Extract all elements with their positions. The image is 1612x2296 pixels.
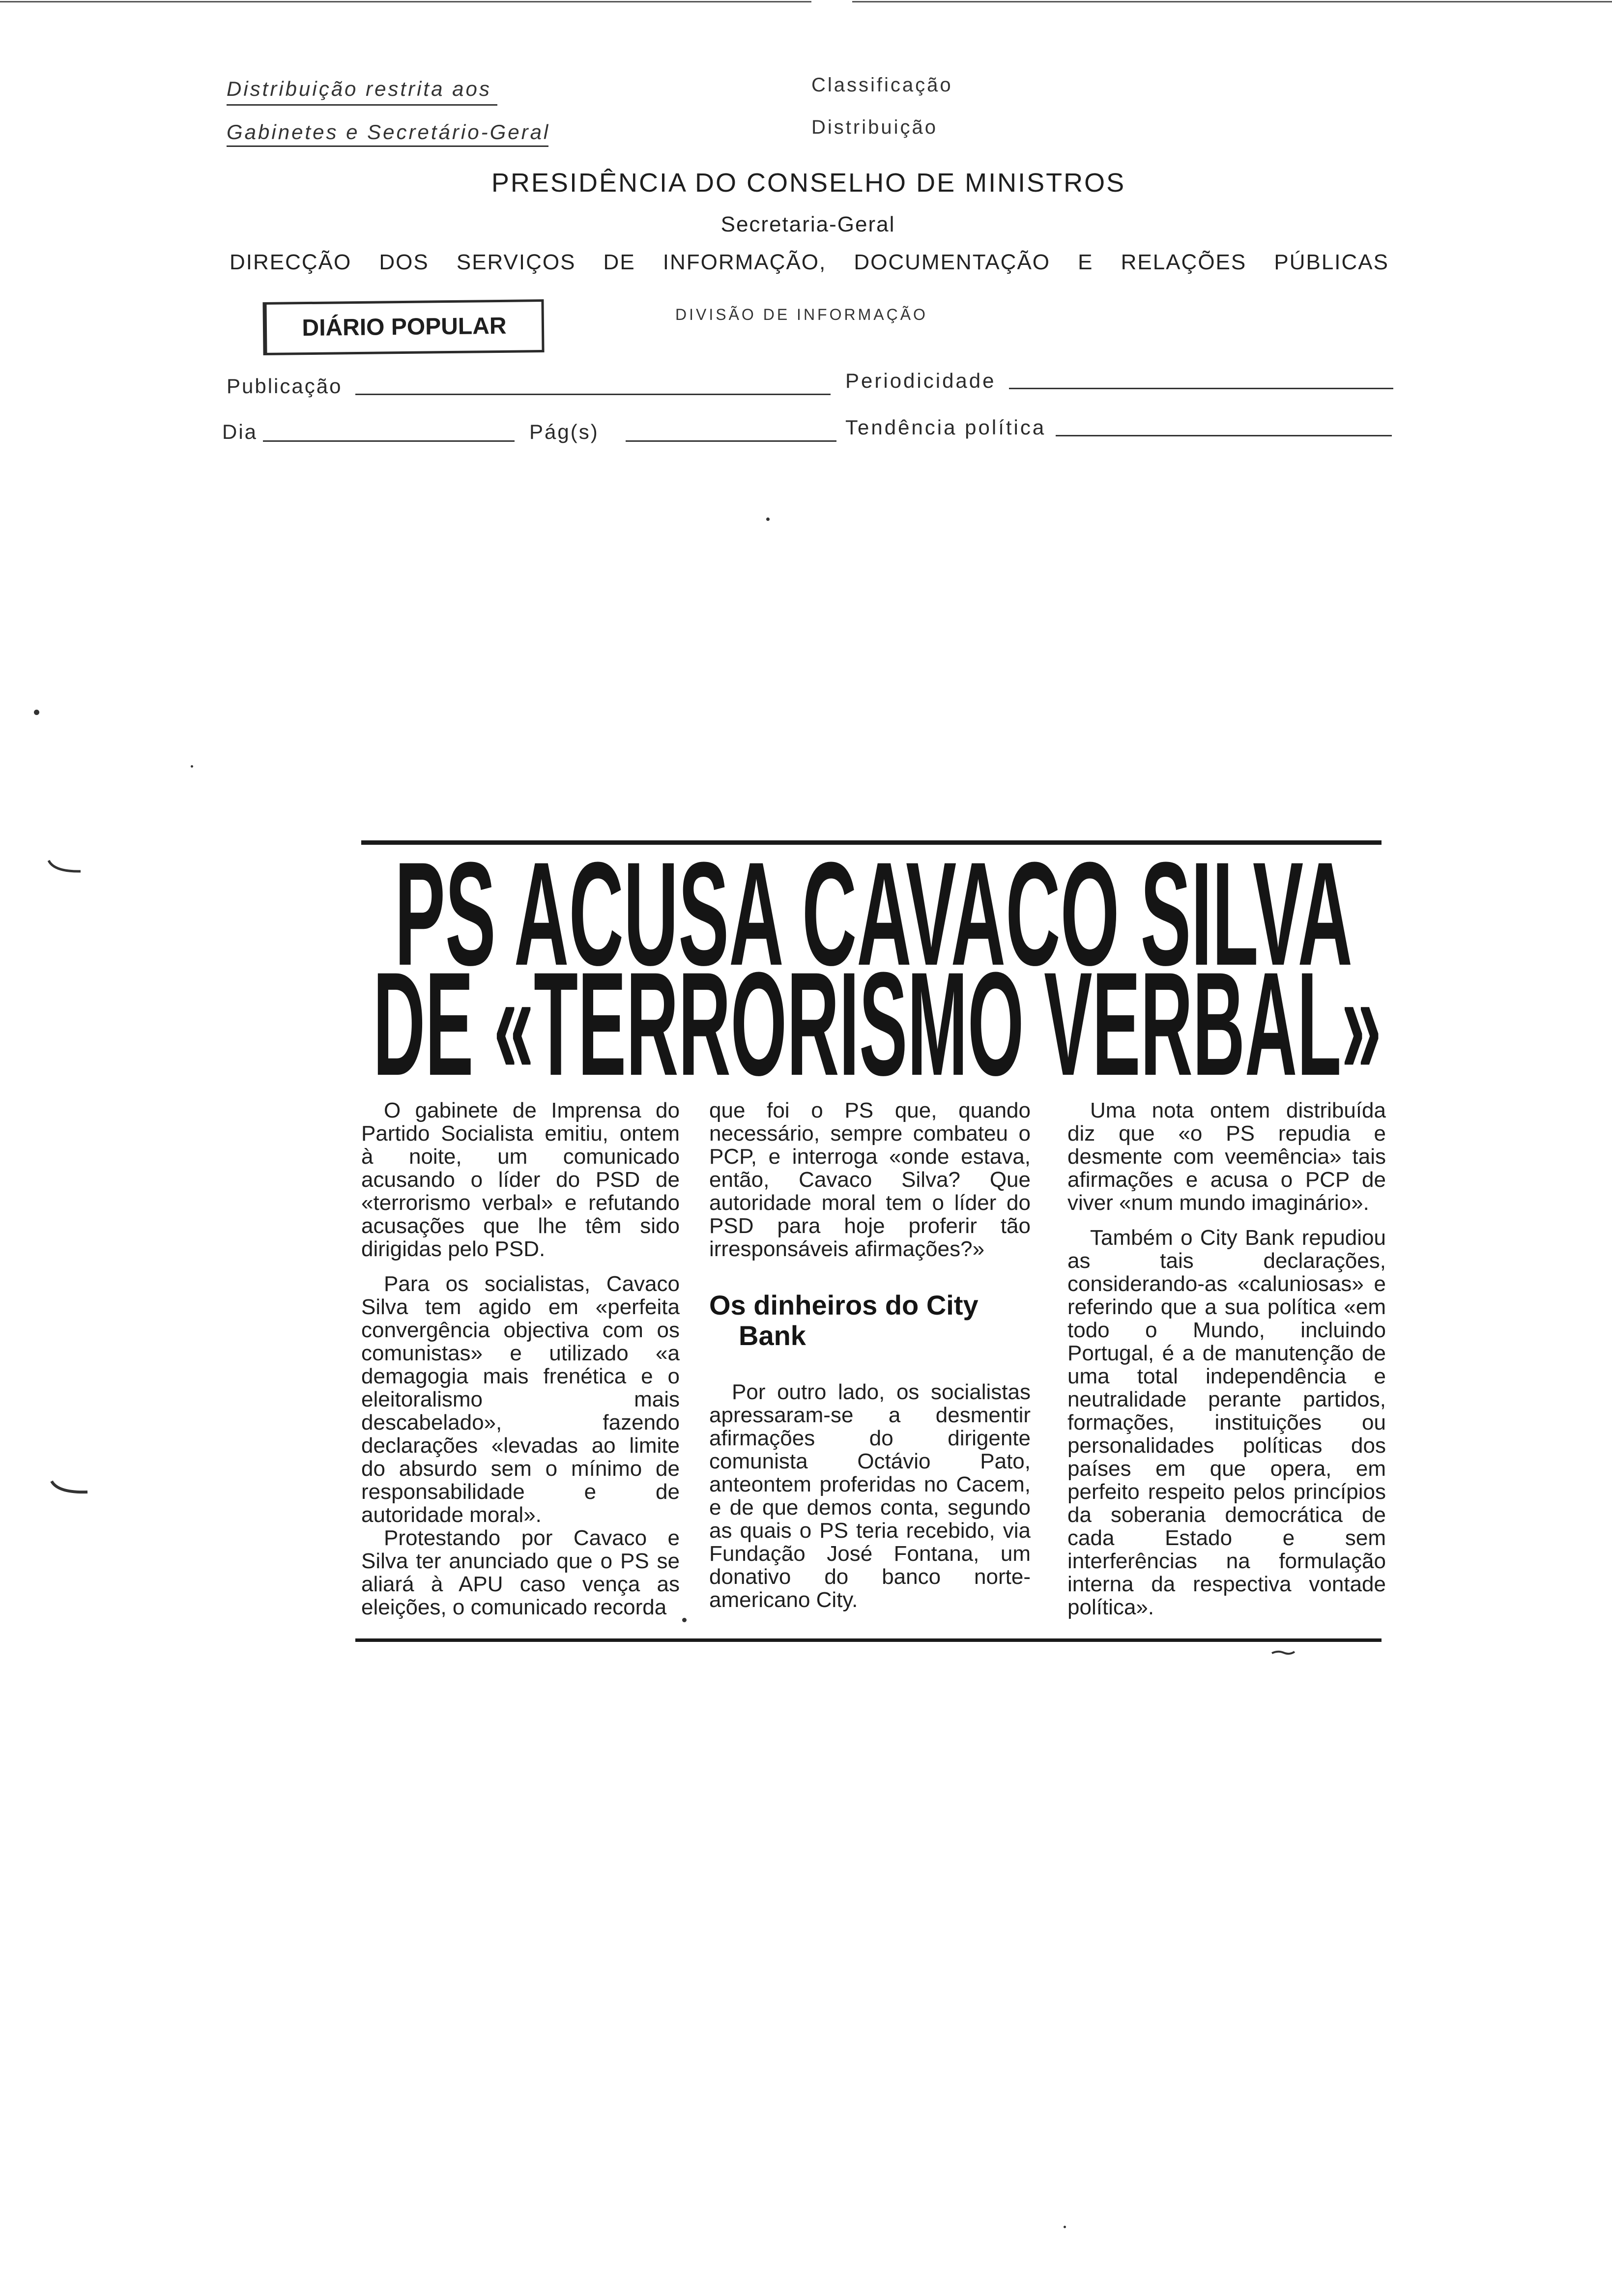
distribution-notice-underline bbox=[227, 145, 548, 147]
headline-line-2: DE «TERRORISMO VERBAL» bbox=[373, 941, 1382, 1085]
article-subheading: Os dinheiros do City Bank bbox=[709, 1290, 979, 1351]
distribution-notice-line-2: Gabinetes e Secretário-Geral bbox=[227, 120, 550, 144]
pages-field-line bbox=[626, 440, 836, 442]
periodicity-field-label: Periodicidade bbox=[845, 369, 996, 392]
directorate-title: DIRECÇÃO DOS SERVIÇOS DE INFORMAÇÃO, DOCUMENTAÇÃO E RELAÇÕES PÚBLICAS bbox=[230, 250, 1389, 274]
article-paragraph: Uma nota ontem distribuída diz que «o PS repudia e desmente com veemência» tais afirmações e acusa o PCP de viver «num mundo imaginário». bbox=[1067, 1098, 1386, 1215]
scan-speck bbox=[766, 517, 770, 521]
headline-line-1: PS ACUSA CAVACO SILVA bbox=[395, 849, 1353, 996]
organization-title: PRESIDÊNCIA DO CONSELHO DE MINISTROS bbox=[491, 168, 1126, 198]
article-column-3 bbox=[1067, 1099, 1386, 1619]
scan-edge-line bbox=[852, 1, 1612, 2]
article-paragraph: Por outro lado, os socialistas apressaram-se a desmentir afirmações do dirigente comunista Octávio Pato, anteontem proferidas no Cacem, e de que demos conta, segundo as quais o PS teria recebido, via Fundação José Fontana, um donativo do banco norte-americano City. bbox=[709, 1380, 1031, 1612]
scan-mark bbox=[50, 1478, 89, 1497]
article-paragraph: Protestando por Cavaco e Silva ter anunciado que o PS se aliará à APU caso vença as eleições, o comunicado recorda bbox=[361, 1526, 680, 1619]
distribution-notice-line-1: Distribuição restrita aos bbox=[227, 77, 491, 100]
political-tendency-field-line bbox=[1056, 435, 1392, 436]
division-title: DIVISÃO DE INFORMAÇÃO bbox=[675, 306, 928, 323]
clipping-bottom-rule bbox=[355, 1638, 1382, 1642]
publication-stamp bbox=[262, 299, 544, 355]
article-column-1 bbox=[361, 1099, 680, 1619]
scan-speck bbox=[191, 765, 193, 768]
periodicity-field-line bbox=[1009, 388, 1393, 389]
publication-field-label: Publicação bbox=[227, 374, 343, 398]
clipping-top-rule bbox=[361, 840, 1382, 845]
article-paragraph: Para os socialistas, Cavaco Silva tem agido em «perfeita convergência objectiva com os comunistas» e utilizado «a demagogia mais frenética e o eleitoralismo mais descabelado», fazendo declarações «levadas ao limite do absurdo sem o mínimo de responsabilidade e de autoridade moral». bbox=[361, 1272, 680, 1527]
article-paragraph: O gabinete de Imprensa do Partido Socialista emitiu, ontem à noite, um comunicado acusando o líder do PSD de «terrorismo verbal» e refutando acusações que lhe têm sido dirigidas pelo PSD. bbox=[361, 1098, 680, 1261]
pages-field-label: Pág(s) bbox=[529, 420, 599, 443]
day-field-line bbox=[263, 440, 515, 442]
scan-speck bbox=[682, 1618, 687, 1622]
article-column-2 bbox=[709, 1099, 1031, 1611]
scan-speck bbox=[34, 710, 39, 715]
article-paragraph: Também o City Bank repudiou as tais declarações, considerando-as «caluniosas» e referindo que a sua política «em todo o Mundo, incluindo Portugal, é a de manutenção de uma total independência e neutralidade perante partidos, formações, instituições ou personalidades políticas dos países em que opera, em perfeito respeito pelos princípios da soberania democrática de cada Estado e sem interferências na formulação interna da respectiva vontade política». bbox=[1067, 1226, 1386, 1619]
scan-mark bbox=[47, 858, 83, 876]
publication-field-line bbox=[355, 394, 831, 395]
classification-label: Classificação bbox=[811, 74, 953, 96]
scan-speck bbox=[1064, 2226, 1066, 2228]
publication-stamp-text: DIÁRIO POPULAR bbox=[302, 313, 507, 342]
distribution-notice-underline bbox=[227, 104, 497, 106]
department-title: Secretaria-Geral bbox=[720, 212, 895, 236]
headline bbox=[361, 849, 1388, 1085]
article-paragraph: que foi o PS que, quando necessário, sempre combateu o PCP, e interroga «onde estava, então, Cavaco Silva? Que autoridade moral tem o líder do PSD para hoje proferir tão irresponsáveis afirmações?» bbox=[709, 1098, 1031, 1261]
political-tendency-field-label: Tendência política bbox=[845, 416, 1046, 439]
scan-edge-line bbox=[0, 1, 811, 2]
scan-mark bbox=[1271, 1648, 1295, 1656]
day-field-label: Dia bbox=[222, 420, 258, 443]
distribution-label: Distribuição bbox=[811, 116, 938, 138]
